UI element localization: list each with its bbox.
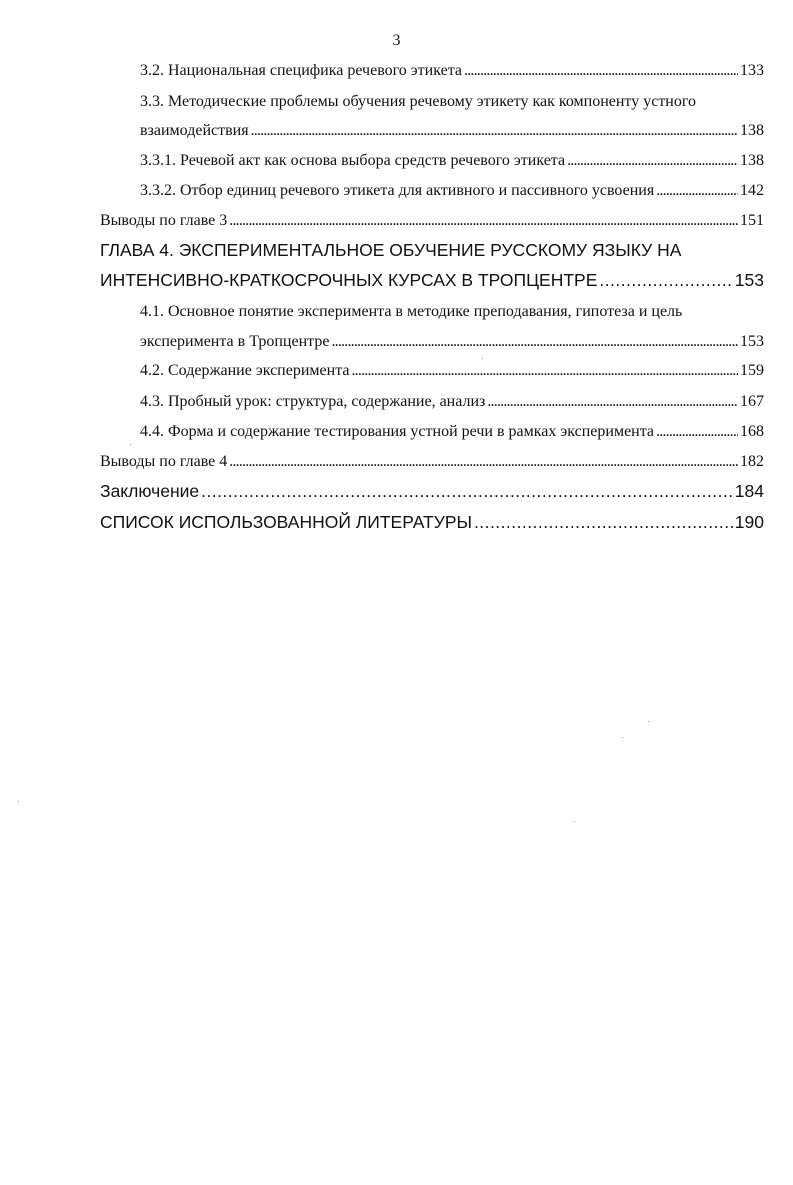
toc-entry-chapter-4[interactable] (100, 270, 764, 291)
toc-entry-3-3-line1[interactable]: 3.3. Методические проблемы обучения речевому этикету как компоненту устного (140, 93, 697, 110)
toc-entry-page: 184 (734, 481, 764, 501)
toc-entry-conclusions-ch4[interactable] (100, 453, 764, 471)
dot-leader (656, 423, 738, 441)
toc-entry-conclusions-ch3[interactable] (100, 212, 764, 230)
scan-speck (574, 821, 575, 822)
dot-leader (251, 122, 738, 140)
dot-leader (474, 512, 733, 533)
toc-entry-page: 138 (740, 152, 764, 169)
toc-entry-page: 182 (740, 453, 764, 470)
dot-leader (201, 481, 733, 502)
dot-leader (229, 453, 738, 471)
toc-entry-3-3-2[interactable] (140, 182, 764, 200)
dot-leader (331, 333, 738, 351)
dot-leader (351, 362, 738, 380)
toc-entry-page: 138 (740, 122, 764, 139)
toc-entry-title: эксперимента в Тропцентре (140, 333, 330, 350)
toc-entry-page: 133 (740, 62, 764, 79)
toc-entry-title: Выводы по главе 4 (100, 453, 228, 470)
toc-entry-title: взаимодействия (140, 122, 249, 139)
dot-leader (487, 393, 738, 411)
toc-entry-4-4[interactable] (140, 423, 764, 441)
dot-leader (656, 182, 738, 200)
toc-entry-page: 167 (740, 393, 764, 410)
toc-entry-title: 4.3. Пробный урок: структура, содержание, анализ (140, 393, 486, 410)
scan-speck (482, 358, 483, 359)
toc-entry-title: СПИСОК ИСПОЛЬЗОВАННОЙ ЛИТЕРАТУРЫ (100, 512, 472, 532)
dot-leader (567, 152, 738, 170)
toc-entry-title: 3.3.1. Речевой акт как основа выбора средств речевого этикета (140, 152, 566, 169)
toc-entry-page: 151 (740, 212, 764, 229)
toc-entry-title: 4.4. Форма и содержание тестирования устной речи в рамках эксперимента (140, 423, 655, 440)
toc-entry-bibliography[interactable] (100, 512, 764, 533)
toc-entry-page: 153 (740, 333, 764, 350)
toc-entry-page: 142 (740, 182, 764, 199)
toc-entry-3-3[interactable] (140, 122, 764, 140)
toc-entry-4-3[interactable] (140, 393, 764, 411)
scan-speck (622, 737, 623, 738)
toc-entry-title: ИНТЕНСИВНО-КРАТКОСРОЧНЫХ КУРСАХ В ТРОПЦЕНТРЕ (100, 270, 598, 290)
dot-leader (229, 212, 738, 230)
toc-entry-title: Заключение (100, 481, 200, 501)
toc-entry-4-2[interactable] (140, 362, 764, 380)
scan-speck (18, 801, 19, 802)
toc-entry-chapter-4-line1[interactable]: ГЛАВА 4. ЭКСПЕРИМЕНТАЛЬНОЕ ОБУЧЕНИЕ РУССКОМУ ЯЗЫКУ НА (100, 240, 682, 260)
page-number: 3 (392, 32, 401, 49)
dot-leader (464, 62, 738, 80)
scan-speck (648, 721, 649, 722)
toc-entry-title: 4.2. Содержание эксперимента (140, 362, 350, 379)
toc-entry-page: 159 (740, 362, 764, 379)
toc-entry-conclusion[interactable] (100, 481, 764, 502)
toc-entry-page: 168 (740, 423, 764, 440)
toc-entry-3-2[interactable] (140, 62, 764, 80)
toc-entry-title: 3.3.2. Отбор единиц речевого этикета для активного и пассивного усвоения (140, 182, 655, 199)
toc-entry-title: 3.2. Национальная специфика речевого этикета (140, 62, 462, 79)
toc-entry-page: 153 (734, 270, 764, 290)
toc-entry-4-1-line1[interactable]: 4.1. Основное понятие эксперимента в методике преподавания, гипотеза и цель (140, 303, 683, 320)
toc-entry-title: Выводы по главе 3 (100, 212, 228, 229)
toc-entry-page: 190 (734, 512, 764, 532)
toc-entry-3-3-1[interactable] (140, 152, 764, 170)
toc-entry-4-1[interactable] (140, 333, 764, 351)
scan-speck (130, 444, 131, 445)
dot-leader (599, 270, 732, 291)
